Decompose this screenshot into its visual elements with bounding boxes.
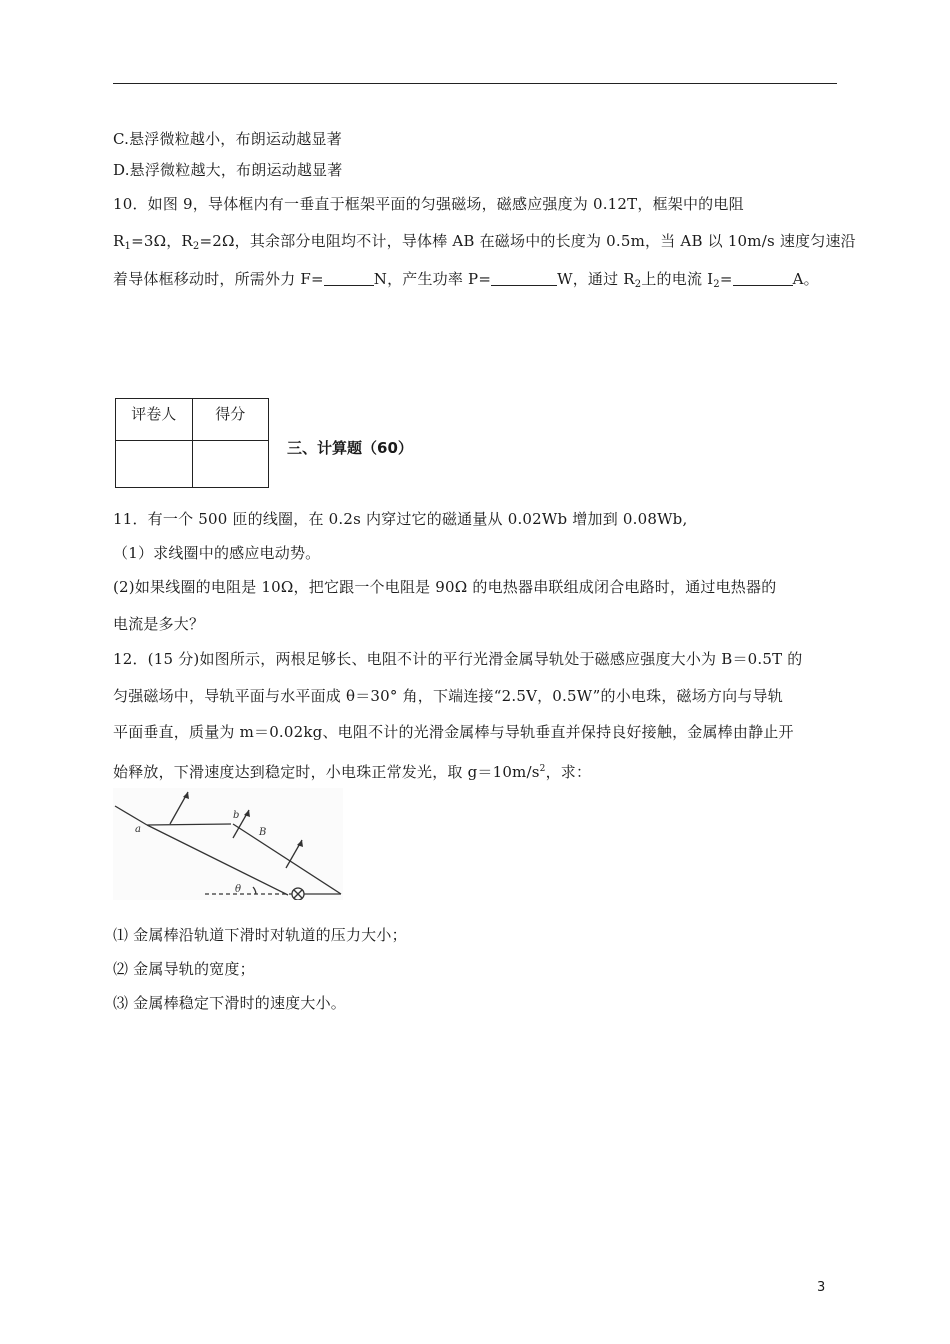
q12-sub2: ⑵ 金属导轨的宽度； [113, 960, 255, 978]
figure-label-B: B [259, 827, 267, 838]
header-rule [113, 83, 837, 84]
q11-stem: 11．有一个 500 匝的线圈，在 0.2s 内穿过它的磁通量从 0.02Wb 增加到 0.08Wb, [113, 510, 688, 528]
option-c: C.悬浮微粒越小，布朗运动越显著 [113, 130, 342, 148]
answer-blank-force[interactable] [324, 271, 374, 286]
q12-line4: 始释放，下滑速度达到稳定时，小电珠正常发光，取 $g=10m/s^2$，求： [113, 763, 592, 781]
score-cell[interactable] [192, 441, 269, 488]
q11-part1: （1）求线圈中的感应电动势。 [113, 544, 321, 562]
q11-part2-line1: (2)如果线圈的电阻是 10Ω，把它跟一个电阻是 90Ω 的电热器串联组成闭合电路时，通过电热器的 [113, 578, 777, 596]
figure-label-theta: θ [235, 884, 242, 895]
section-title: 三、计算题（60） [287, 439, 413, 457]
q12-sub3: ⑶ 金属棒稳定下滑时的速度大小。 [113, 994, 346, 1012]
q12-sub1: ⑴ 金属棒沿轨道下滑时对轨道的压力大小； [113, 926, 407, 944]
score-header: 得分 [192, 399, 269, 441]
option-d: D.悬浮微粒越大，布朗运动越显著 [113, 161, 343, 179]
grader-cell[interactable] [116, 441, 193, 488]
page-number: 3 [817, 1280, 826, 1295]
q11-part2-line2: 电流是多大？ [113, 615, 205, 633]
q12-line3: 平面垂直，质量为 m＝0.02kg、电阻不计的光滑金属棒与导轨垂直并保持良好接触，金属棒由静止开 [113, 723, 794, 741]
q12-line1: 12．(15 分)如图所示，两根足够长、电阻不计的平行光滑金属导轨处于磁感应强度大小为 B＝0.5T 的 [113, 650, 803, 668]
figure-label-b: b [233, 810, 240, 821]
answer-blank-current[interactable] [733, 271, 793, 286]
answer-blank-power[interactable] [491, 271, 557, 286]
grader-header: 评卷人 [116, 399, 193, 441]
q10-line3: 着导体框移动时，所需外力 F= N，产生功率 P= W，通过 $R_2$上的电流 $I_2= A$。 [113, 270, 819, 290]
q10-line1: 10．如图 9，导体框内有一垂直于框架平面的匀强磁场，磁感应强度为 0.12T，框架中的电阻 [113, 195, 744, 213]
score-table [115, 398, 269, 488]
q12-line2: 匀强磁场中，导轨平面与水平面成 θ＝30° 角，下端连接“2.5V，0.5W”的小电珠，磁场方向与导轨 [113, 687, 783, 705]
figure-label-a: a [135, 824, 141, 835]
inclined-rails-figure [113, 788, 343, 900]
q10-line2: $R_1=3\Omega$，$R_2=2\Omega$，其余部分电阻均不计，导体棒 AB 在磁场中的长度为 0.5m，当 AB 以 10m/s 速度匀速沿 [113, 232, 856, 252]
